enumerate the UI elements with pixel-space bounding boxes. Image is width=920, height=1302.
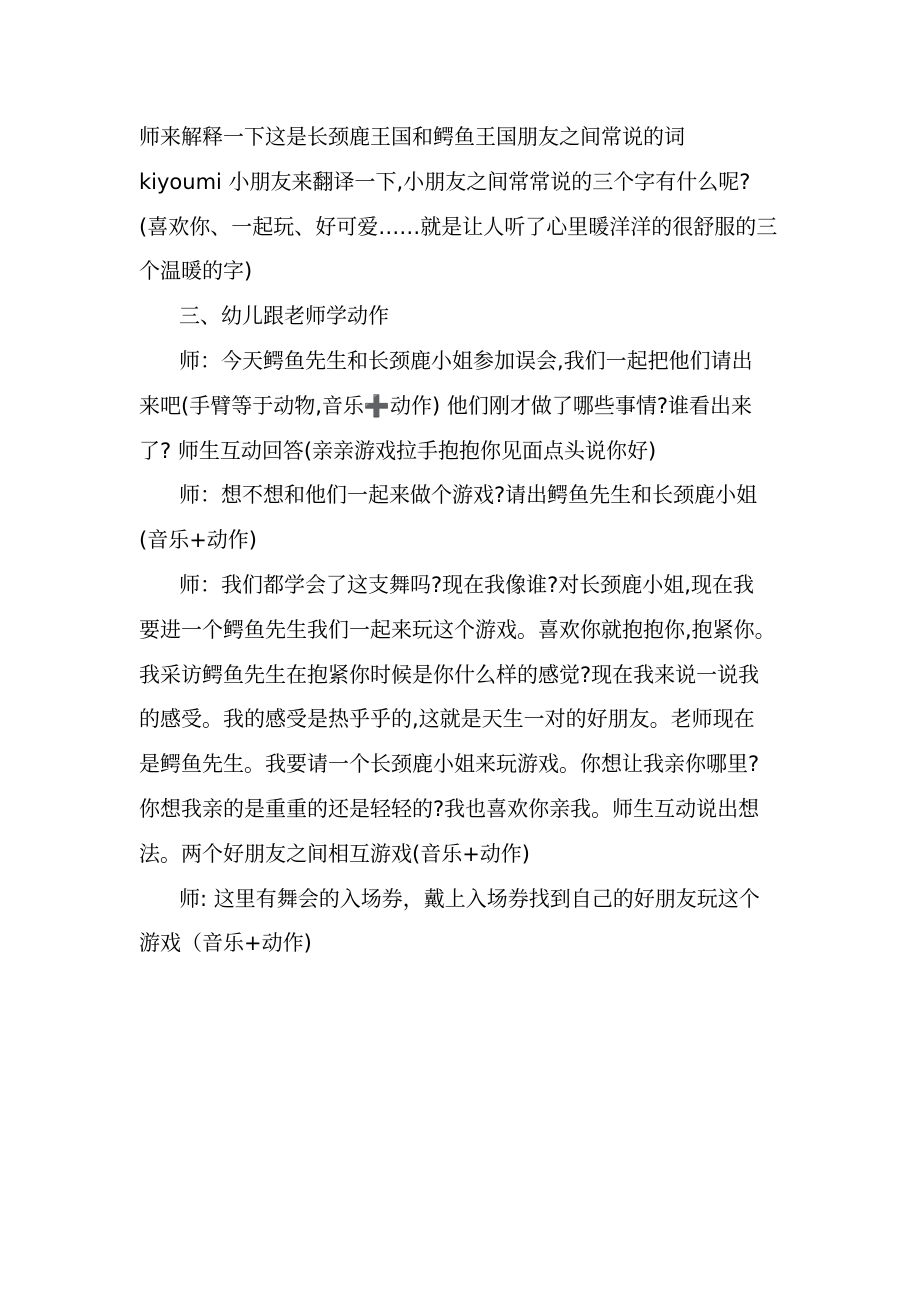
section-heading: 三、幼儿跟老师学动作 [179, 304, 389, 329]
text-line: (喜欢你、一起玩、好可爱……就是让人听了心里暖洋洋的很舒服的三 [139, 214, 778, 239]
text-line: (音乐+动作) [139, 528, 257, 553]
text-line: 来吧(手臂等于动物,音乐➕动作) 他们刚才做了哪些事情?谁看出来 [139, 393, 753, 418]
text-line: 要进一个鳄鱼先生我们一起来玩这个游戏。喜欢你就抱抱你,抱紧你。 [139, 617, 776, 642]
text-line: 师：今天鳄鱼先生和长颈鹿小姐参加误会,我们一起把他们请出 [179, 348, 753, 373]
document-body [139, 115, 789, 966]
text-line: kiyoumi 小朋友来翻译一下,小朋友之间常常说的三个字有什么呢? [139, 169, 751, 194]
text-line: 师：想不想和他们一起来做个游戏?请出鳄鱼先生和长颈鹿小姐 [179, 483, 758, 508]
text-line: 我采访鳄鱼先生在抱紧你时候是你什么样的感觉?现在我来说一说我 [139, 662, 760, 687]
text-line: 法。两个好朋友之间相互游戏(音乐+动作) [139, 841, 530, 866]
text-line: 师: 这里有舞会的入场券，戴上入场券找到自己的好朋友玩这个 [179, 886, 760, 911]
text-line: 师：我们都学会了这支舞吗?现在我像谁?对长颈鹿小姐,现在我 [179, 572, 754, 597]
text-line: 你想我亲的是重重的还是轻轻的?我也喜欢你亲我。师生互动说出想 [139, 796, 760, 821]
text-line: 个温暖的字) [139, 259, 253, 284]
text-line: 的感受。我的感受是热乎乎的,这就是天生一对的好朋友。老师现在 [139, 707, 755, 732]
text-line: 了? 师生互动回答(亲亲游戏拉手抱抱你见面点头说你好) [139, 438, 657, 463]
text-line: 游戏（音乐+动作) [139, 931, 312, 956]
text-line: 师来解释一下这是长颈鹿王国和鳄鱼王国朋友之间常说的词 [139, 125, 685, 149]
text-line: 是鳄鱼先生。我要请一个长颈鹿小姐来玩游戏。你想让我亲你哪里? [139, 752, 760, 777]
